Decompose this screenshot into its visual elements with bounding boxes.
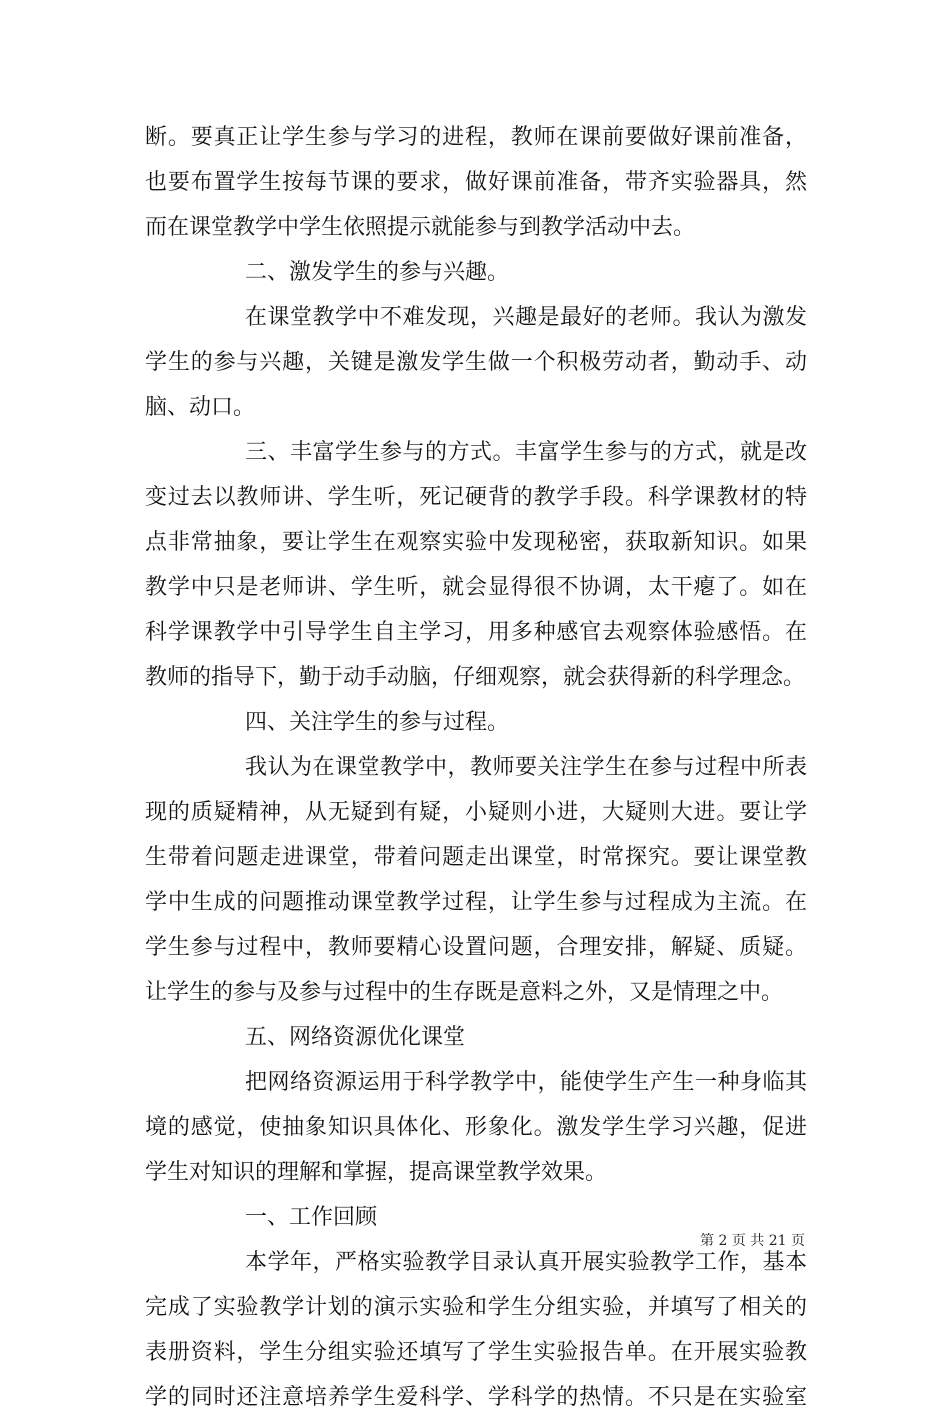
section-heading: 二、激发学生的参与兴趣。: [245, 260, 510, 285]
text-line: 三、丰富学生参与的方式。丰富学生参与的方式，就是改: [245, 440, 807, 465]
text-line: 科学课教学中引导学生自主学习，用多种感官去观察体验感悟。在: [145, 620, 807, 645]
text-line: 学生参与过程中，教师要精心设置问题，合理安排，解疑、质疑。: [145, 935, 807, 960]
text-line: 我认为在课堂教学中，教师要关注学生在参与过程中所表: [245, 755, 807, 780]
text-line: 点非常抽象，要让学生在观察实验中发现秘密，获取新知识。如果: [145, 530, 807, 555]
text-line: 学的同时还注意培养学生爱科学、学科学的热情。不只是在实验室: [145, 1385, 807, 1410]
text-line: 断。要真正让学生参与学习的进程，教师在课前要做好课前准备，: [145, 125, 807, 150]
text-line: 变过去以教师讲、学生听，死记硬背的教学手段。科学课教材的特: [145, 485, 807, 510]
text-line: 现的质疑精神，从无疑到有疑，小疑则小进，大疑则大进。要让学: [145, 800, 807, 825]
text-line: 教师的指导下，勤于动手动脑，仔细观察，就会获得新的科学理念。: [145, 665, 806, 690]
text-line: 学中生成的问题推动课堂教学过程，让学生参与过程成为主流。在: [145, 890, 807, 915]
text-line: 把网络资源运用于科学教学中，能使学生产生一种身临其: [245, 1070, 807, 1095]
text-line: 教学中只是老师讲、学生听，就会显得很不协调，太干瘪了。如在: [145, 575, 807, 600]
text-line: 学生的参与兴趣，关键是激发学生做一个积极劳动者，勤动手、动: [145, 350, 807, 375]
text-line: 表册资料，学生分组实验还填写了学生实验报告单。在开展实验教: [145, 1340, 807, 1365]
text-line: 生带着问题走进课堂，带着问题走出课堂，时常探究。要让课堂教: [145, 845, 807, 870]
document-body: [145, 115, 807, 1420]
text-line: 而在课堂教学中学生依照提示就能参与到教学活动中去。: [145, 215, 696, 240]
section-heading: 五、网络资源优化课堂: [245, 1025, 466, 1050]
text-line: 也要布置学生按每节课的要求，做好课前准备，带齐实验器具，然: [145, 170, 807, 195]
section-heading: 四、关注学生的参与过程。: [245, 710, 510, 735]
text-line: 完成了实验教学计划的演示实验和学生分组实验，并填写了相关的: [145, 1295, 807, 1320]
text-line: 让学生的参与及参与过程中的生存既是意料之外，又是情理之中。: [145, 980, 784, 1005]
text-line: 本学年，严格实验教学目录认真开展实验教学工作，基本: [245, 1250, 807, 1275]
text-line: 在课堂教学中不难发现，兴趣是最好的老师。我认为激发: [245, 305, 807, 330]
text-line: 境的感觉，使抽象知识具体化、形象化。激发学生学习兴趣，促进: [145, 1115, 807, 1140]
text-line: 脑、动口。: [145, 395, 256, 420]
page-number: 第 2 页 共 21 页: [700, 1233, 805, 1249]
section-heading: 一、工作回顾: [245, 1205, 378, 1230]
text-line: 学生对知识的理解和掌握，提高课堂教学效果。: [145, 1160, 608, 1185]
